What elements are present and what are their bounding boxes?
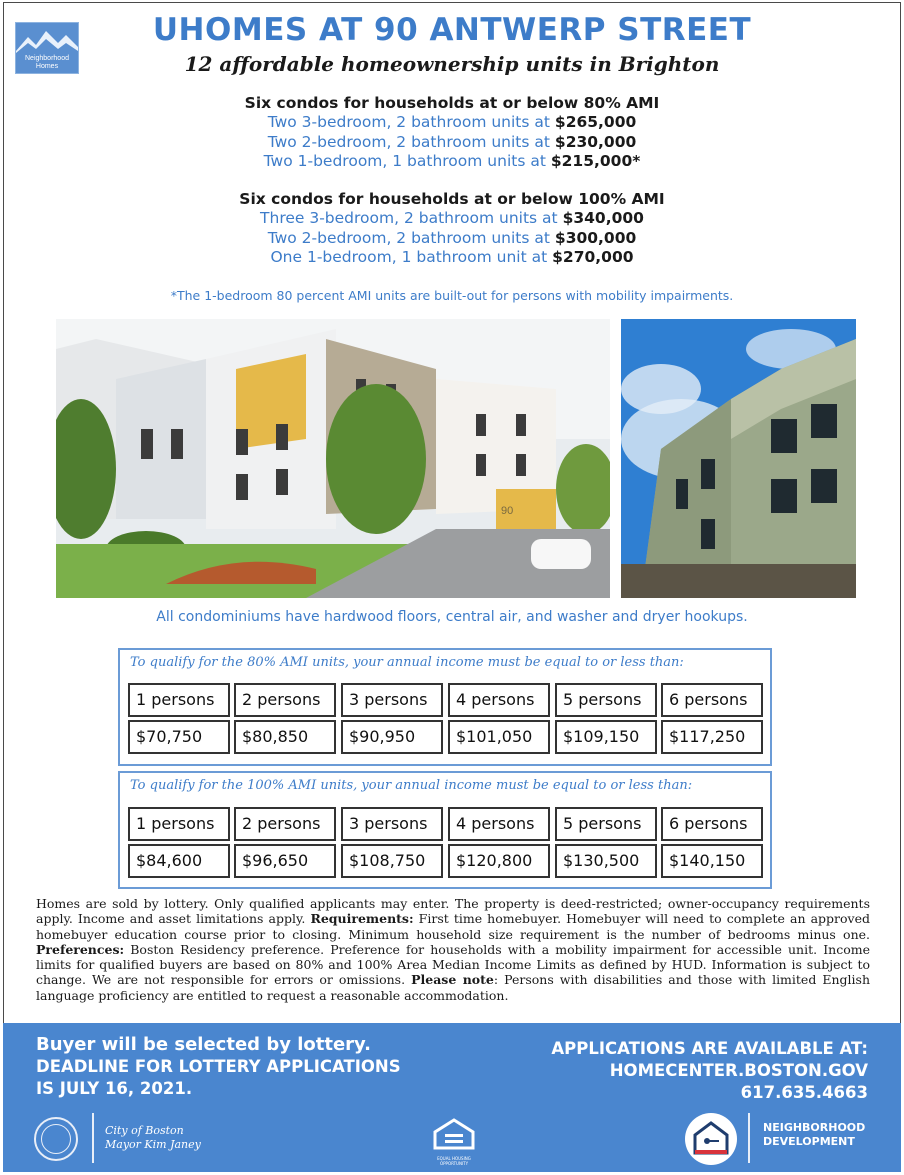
building-photo-image: [621, 319, 856, 598]
table-value-cell: $90,950: [341, 720, 443, 754]
unit-line: Three 3-bedroom, 2 bathroom units at $340,000: [260, 209, 644, 227]
table-value-cell: $108,750: [341, 844, 443, 878]
building-number: 90: [501, 505, 514, 517]
eho-label: EQUAL HOUSING OPPORTUNITY: [437, 1156, 471, 1166]
table-value-cell: $96,650: [234, 844, 336, 878]
table-header-cell: 3 persons: [341, 683, 443, 717]
table-header-cell: 5 persons: [555, 807, 657, 841]
lottery-info: [36, 1034, 401, 1100]
equal-housing-icon: [431, 1118, 477, 1166]
table-value-cell: $140,150: [661, 844, 763, 878]
table-header-cell: 1 persons: [128, 683, 230, 717]
table-value-cell: $117,250: [661, 720, 763, 754]
unit-line: Two 3-bedroom, 2 bathroom units at $265,000: [267, 113, 637, 131]
table-header-cell: 4 persons: [448, 683, 550, 717]
table-80-caption: To qualify for the 80% AMI units, your annual income must be equal to or less than:: [130, 655, 684, 670]
table-header-cell: 6 persons: [661, 683, 763, 717]
group-100-ami: [0, 189, 904, 268]
logo-text: Neighborhood Homes: [25, 55, 69, 70]
nd-credit: NEIGHBORHOOD DEVELOPMENT: [763, 1121, 866, 1148]
building-rendering-image: [56, 319, 610, 598]
table-header-cell: 2 persons: [234, 683, 336, 717]
income-table-80: [118, 648, 772, 766]
table-value-cell: $130,500: [555, 844, 657, 878]
table-header-cell: 4 persons: [448, 807, 550, 841]
unit-line: Two 2-bedroom, 2 bathroom units at $230,000: [267, 132, 637, 151]
table-header-cell: 1 persons: [128, 807, 230, 841]
table-value-cell: $101,050: [448, 720, 550, 754]
table-header-cell: 3 persons: [341, 807, 443, 841]
neighborhood-development-icon: [685, 1113, 737, 1165]
lottery-line: Buyer will be selected by lottery.: [36, 1034, 371, 1055]
footer-banner: [3, 1023, 901, 1172]
table-header-cell: 2 persons: [234, 807, 336, 841]
page-title: UHOMES AT 90 ANTWERP STREET: [152, 12, 752, 48]
unit-line: Two 1-bedroom, 1 bathroom units at $215,000*: [263, 152, 641, 170]
deadline-line: DEADLINE FOR LOTTERY APPLICATIONS: [36, 1057, 401, 1076]
table-value-cell: $84,600: [128, 844, 230, 878]
deadline-date: IS JULY 16, 2021.: [36, 1079, 193, 1098]
income-table-100: [118, 771, 772, 889]
amenities-text: All condominiums have hardwood floors, central air, and washer and dryer hookups.: [156, 609, 748, 625]
phone-number[interactable]: 617.635.4663: [740, 1083, 868, 1102]
details-paragraph: Homes are sold by lottery. Only qualified applicants may enter. The property is deed-restricted; owner-occupancy requirements apply. Income and asset limitations apply. Requirements: First time homebuyer. Homebuyer will need to complete an approved homebuyer education course prior to closing. Minimum household size requirement is the number of bedrooms minus one. Preferences: Boston Residency preference. Preference for households with a mobility impairment for accessible unit. Income limits for qualified buyers are based on 80% and 100% Area Median Income Limits as defined by HUD. Information is subject to change. We are not responsible for errors or omissions. Please note: Persons with disabilities and those with limited English language proficiency are entitled to request a reasonable accommodation.: [36, 896, 871, 1003]
page-subtitle: 12 affordable homeownership units in Brighton: [184, 52, 720, 76]
application-info: [551, 1038, 868, 1104]
group-80-ami: [0, 93, 904, 172]
table-value-cell: $70,750: [128, 720, 230, 754]
website-link[interactable]: HOMECENTER.BOSTON.GOV: [609, 1061, 868, 1080]
footnote: *The 1-bedroom 80 percent AMI units are built-out for persons with mobility impairments.: [170, 288, 734, 303]
table-header-cell: 6 persons: [661, 807, 763, 841]
city-seal-icon: [34, 1117, 78, 1161]
group-80-heading: Six condos for households at or below 80% AMI: [244, 94, 660, 112]
group-100-heading: Six condos for households at or below 100% AMI: [239, 190, 665, 208]
table-value-cell: $80,850: [234, 720, 336, 754]
unit-line: One 1-bedroom, 1 bathroom unit at $270,000: [270, 248, 634, 266]
city-credit: City of Boston Mayor Kim Janey: [105, 1124, 201, 1151]
divider: [92, 1113, 94, 1163]
divider: [748, 1113, 750, 1163]
table-header-cell: 5 persons: [555, 683, 657, 717]
unit-line: Two 2-bedroom, 2 bathroom units at $300,000: [267, 228, 637, 247]
table-value-cell: $120,800: [448, 844, 550, 878]
table-100-caption: To qualify for the 100% AMI units, your annual income must be equal to or less than:: [130, 778, 693, 793]
table-value-cell: $109,150: [555, 720, 657, 754]
applications-heading: APPLICATIONS ARE AVAILABLE AT:: [551, 1039, 868, 1058]
